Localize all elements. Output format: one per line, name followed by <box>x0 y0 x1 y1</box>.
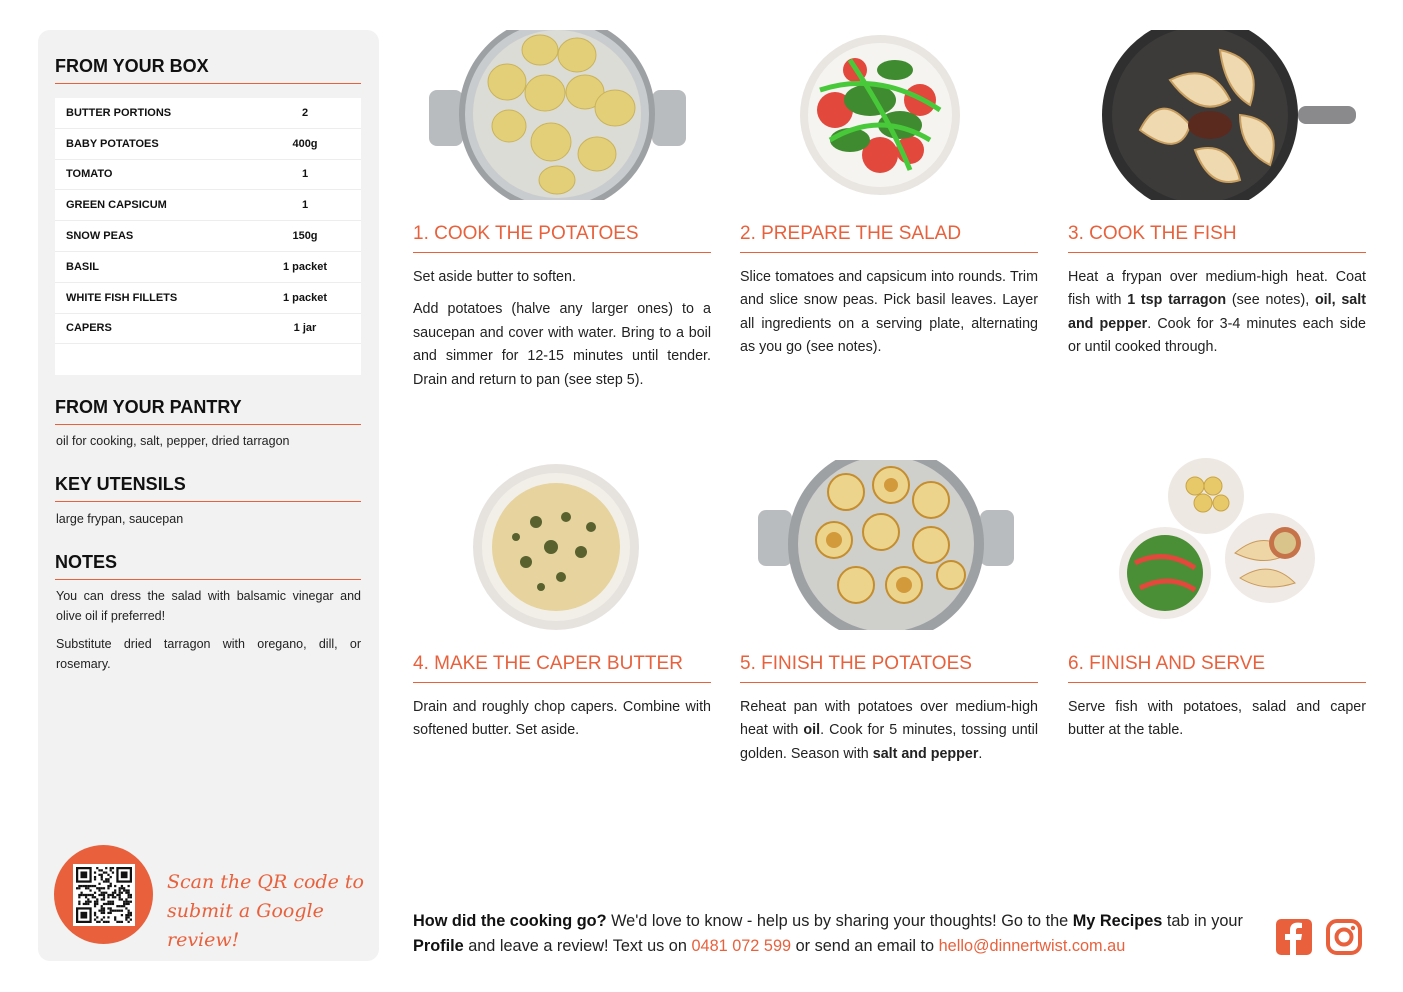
pot-of-boiled-potatoes-image <box>425 30 690 200</box>
step-paragraph <box>413 696 711 743</box>
footer-text-segment: tab in your <box>1162 912 1243 930</box>
step-paragraph <box>413 266 711 289</box>
ingredient-quantity: 400g <box>292 137 318 150</box>
key-utensils-title: KEY UTENSILS <box>55 474 361 502</box>
step-text-segment: oil <box>803 722 821 739</box>
footer-text-segment: or send an email to <box>791 937 939 955</box>
notes-title: NOTES <box>55 552 361 580</box>
step-5-text <box>740 696 1038 766</box>
note-2: Substitute dried tarragon with oregano, dill, or rosemary. <box>56 637 361 671</box>
ingredient-quantity: 150g <box>292 230 318 243</box>
step-text-segment: 1 tsp tarragon <box>1127 292 1227 309</box>
ingredient-name: BASIL <box>66 260 99 273</box>
ingredient-quantity: 1 packet <box>282 291 328 304</box>
step-paragraph <box>413 298 711 392</box>
step-text-segment: Slice tomatoes and capsicum into rounds. Trim and slice snow peas. Pick basil leaves. Layer all ingredients on a serving plate, alternating as you go (see notes). <box>740 269 1038 356</box>
step-text-segment: Reheat pan with potatoes over medium-high heat with <box>740 699 1038 739</box>
ingredient-row <box>55 221 361 252</box>
qr-caption-line-2: submit a Google review! <box>167 900 324 951</box>
pantry-text: oil for cooking, salt, pepper, dried tarragon <box>56 434 290 448</box>
facebook-icon[interactable] <box>1275 918 1313 956</box>
qr-caption <box>167 868 367 955</box>
qr-code-badge[interactable] <box>54 845 153 944</box>
served-meal-image <box>1115 458 1315 628</box>
ingredient-quantity: 1 packet <box>282 260 328 273</box>
footer-text-segment: Profile <box>413 937 464 955</box>
golden-potatoes-pot-image <box>756 460 1016 630</box>
step-3-title: 3. COOK THE FISH <box>1068 223 1366 253</box>
note-1: You can dress the salad with balsamic vinegar and olive oil if preferred! <box>56 589 361 623</box>
salad-plate-image <box>780 30 980 200</box>
caper-butter-bowl-image <box>456 462 656 632</box>
step-text-segment: salt and pepper <box>872 745 979 762</box>
step-6-title: 6. FINISH AND SERVE <box>1068 653 1366 683</box>
step-text-segment: Set aside butter to soften. <box>413 269 576 285</box>
ingredient-row <box>55 314 361 345</box>
ingredients-table <box>55 98 361 375</box>
ingredient-name: CAPERS <box>66 322 112 335</box>
from-your-pantry-title: FROM YOUR PANTRY <box>55 397 361 425</box>
review-footer <box>413 909 1263 959</box>
step-text-segment: Add potatoes (halve any larger ones) to a saucepan and cover with water. Bring to a boil and simmer for 12-15 minutes until tender. Drain and return to pan (see step 5). <box>413 301 711 388</box>
step-4-text <box>413 696 711 743</box>
step-3-text <box>1068 266 1366 360</box>
ingredient-name: BABY POTATOES <box>66 137 159 150</box>
step-2-title: 2. PREPARE THE SALAD <box>740 223 1038 253</box>
ingredient-quantity: 1 <box>301 168 309 181</box>
step-text-segment: (see notes), <box>1226 292 1315 309</box>
ingredient-row <box>55 252 361 283</box>
step-text-segment: Serve fish with potatoes, salad and caper butter at the table. <box>1068 699 1366 739</box>
ingredient-quantity: 2 <box>301 106 309 119</box>
step-5-title: 5. FINISH THE POTATOES <box>740 653 1038 683</box>
step-paragraph <box>1068 266 1366 360</box>
footer-text-segment: How did the cooking go? <box>413 912 607 930</box>
ingredients-sidebar <box>38 30 379 961</box>
fish-frypan-image <box>1100 30 1360 200</box>
instagram-icon[interactable] <box>1325 918 1363 956</box>
step-paragraph <box>740 266 1038 360</box>
ingredient-name: BUTTER PORTIONS <box>66 106 172 119</box>
ingredient-row <box>55 129 361 160</box>
ingredient-row <box>55 283 361 314</box>
ingredient-row <box>55 190 361 221</box>
step-2-text <box>740 266 1038 360</box>
ingredient-row <box>55 98 361 129</box>
footer-text-segment: We'd love to know - help us by sharing your thoughts! Go to the <box>606 912 1073 930</box>
footer-text-segment: and leave a review! Text us on <box>463 937 692 955</box>
step-6-text <box>1068 696 1366 743</box>
footer-text-segment[interactable]: hello@dinnertwist.com.au <box>938 937 1126 955</box>
ingredient-name: TOMATO <box>66 168 113 181</box>
ingredient-row <box>55 160 361 191</box>
step-text-segment: . Cook for 5 minutes, tossing until golden. Season with <box>740 722 1039 762</box>
step-text-segment: Heat a frypan over medium-high heat. Coat fish with <box>1068 269 1366 309</box>
qr-caption-line-1: Scan the QR code to <box>167 871 364 893</box>
footer-text-segment: My Recipes <box>1072 912 1163 930</box>
step-1-title: 1. COOK THE POTATOES <box>413 223 711 253</box>
step-paragraph <box>740 696 1038 766</box>
ingredient-name: SNOW PEAS <box>66 230 134 243</box>
utensils-text: large frypan, saucepan <box>56 512 184 526</box>
step-text-segment: . <box>978 745 983 762</box>
qr-code-icon <box>73 864 135 926</box>
from-your-box-title: FROM YOUR BOX <box>55 56 361 84</box>
step-4-title: 4. MAKE THE CAPER BUTTER <box>413 653 711 683</box>
step-text-segment: Drain and roughly chop capers. Combine with softened butter. Set aside. <box>413 699 711 739</box>
step-text-segment: oil, salt and pepper <box>1068 292 1366 332</box>
ingredient-quantity: 1 jar <box>293 322 317 335</box>
ingredient-quantity: 1 <box>301 199 309 212</box>
ingredient-name: GREEN CAPSICUM <box>66 199 167 212</box>
step-paragraph <box>1068 696 1366 743</box>
step-text-segment: . Cook for 3-4 minutes each side or until cooked through. <box>1068 315 1366 356</box>
step-1-text <box>413 266 711 392</box>
ingredient-name: WHITE FISH FILLETS <box>66 291 178 304</box>
footer-text-segment[interactable]: 0481 072 599 <box>691 937 792 955</box>
